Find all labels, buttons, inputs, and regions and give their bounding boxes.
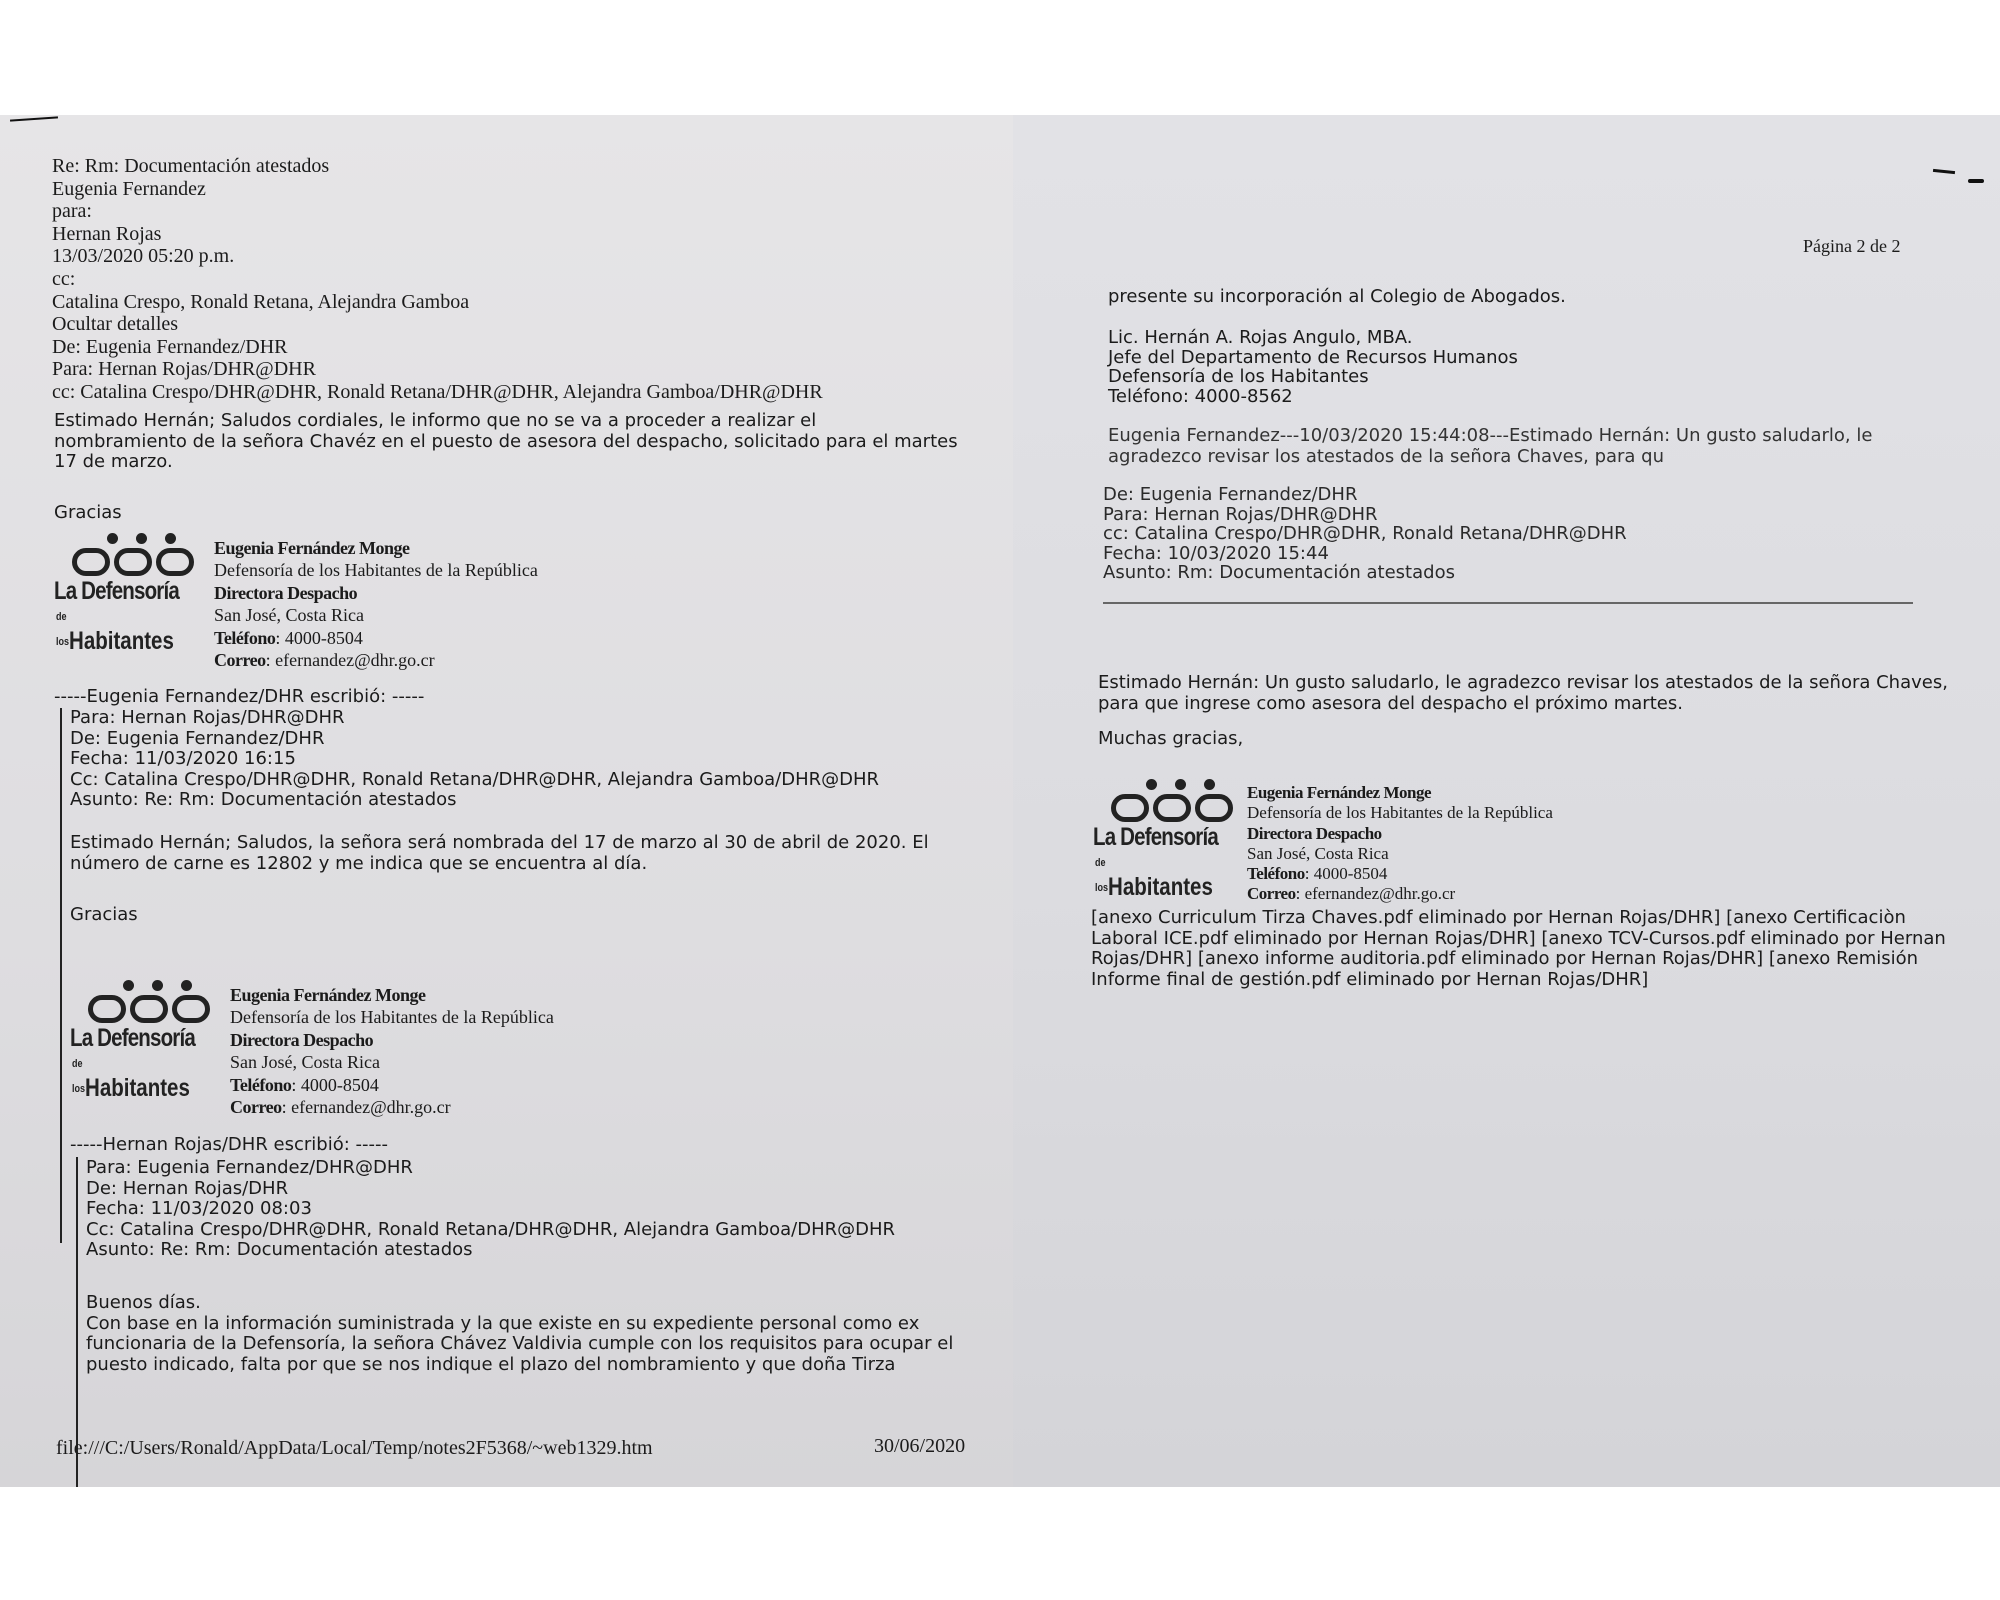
cc-detail-line: cc: Catalina Crespo/DHR@DHR, Ronald Retana/DHR@DHR, Alejandra Gamboa/DHR@DHR <box>52 380 823 403</box>
signature-phone-label: Teléfono <box>230 1074 292 1095</box>
email-signature <box>54 523 614 683</box>
attachment-line: [anexo Curriculum Tirza Chaves.pdf eliminado por Hernan Rojas/DHR] [anexo Certificaciòn <box>1091 907 1906 928</box>
signature-role: Directora Despacho <box>1247 823 1382 843</box>
sender-line: Eugenia Fernandez <box>52 177 206 200</box>
cc-label: cc: <box>52 267 76 290</box>
quote-body-line: funcionaria de la Defensoría, la señora Chávez Valdivia cumple con los requisitos para ocupar el <box>86 1333 954 1354</box>
closing-text: Muchas gracias, <box>1098 728 1244 749</box>
quote-meta <box>70 708 879 811</box>
email-body <box>54 411 958 473</box>
logo-dots-icon <box>68 533 214 544</box>
quote-body <box>70 833 929 874</box>
meta-to: Para: Hernan Rojas/DHR@DHR <box>1103 503 1378 525</box>
logo-word-de-los: de los <box>1095 857 1109 894</box>
footer-date: 30/06/2020 <box>874 1435 966 1457</box>
signature-city: San José, Costa Rica <box>1247 843 1389 863</box>
body-line: nombramiento de la señora Chavéz en el puesto de asesora del despacho, solicitado para el martes <box>54 430 958 452</box>
logo-figures-icon <box>72 548 194 576</box>
signature-text <box>230 984 554 1118</box>
signature-role: Directora Despacho <box>230 1029 374 1050</box>
paper-edge-mark <box>10 116 58 121</box>
quote-header: -----Eugenia Fernandez/DHR escribió: ----- <box>54 686 425 707</box>
quote-bar <box>60 708 62 1243</box>
meta-subject: Asunto: Rm: Documentación atestados <box>1103 562 1455 583</box>
attachment-line: Rojas/DHR] [anexo informe auditoria.pdf eliminado por Hernan Rojas/DHR] [anexo Remisión <box>1091 948 1919 969</box>
signature-email: : efernandez@dhr.go.cr <box>281 1097 451 1118</box>
sender-title: Jefe del Departamento de Recursos Humanos <box>1108 346 1518 368</box>
preview-line: Eugenia Fernandez---10/03/2020 15:44:08---Estimado Hernán: Un gusto saludarlo, le <box>1108 425 1873 446</box>
attachment-line: Informe final de gestión.pdf eliminado por Hernan Rojas/DHR] <box>1091 968 1649 990</box>
body-line: 17 de marzo. <box>54 451 173 472</box>
email-signature <box>1093 769 1653 929</box>
logo-figures-icon <box>1111 794 1233 822</box>
quote-meta <box>86 1158 895 1261</box>
quote-cc: Cc: Catalina Crespo/DHR@DHR, Ronald Retana/DHR@DHR, Alejandra Gamboa/DHR@DHR <box>70 768 880 790</box>
message-preview <box>1108 426 1872 467</box>
logo-dots-icon <box>1107 779 1253 790</box>
quote-body-line: número de carne es 12802 y me indica que se encuentra al día. <box>70 852 648 874</box>
signature-email-label: Correo <box>1247 884 1296 904</box>
logo-word-de-los: de los <box>72 1058 86 1095</box>
attachment-line: Laboral ICE.pdf eliminado por Hernan Rojas/DHR] [anexo TCV-Cursos.pdf eliminado por Hernan <box>1091 927 1946 949</box>
body-line: Estimado Hernán; Saludos cordiales, le informo que no se va a proceder a realizar el <box>54 410 817 431</box>
signature-email: : efernandez@dhr.go.cr <box>265 650 435 671</box>
signature-email-label: Correo <box>230 1097 282 1118</box>
quote-body-line: Estimado Hernán; Saludos, la señora será nombrada del 17 de marzo al 30 de abril de 2020. El <box>70 832 929 853</box>
logo-word-la-defensoria: La Defensoría <box>1093 823 1218 851</box>
body-line: para que ingrese como asesora del despacho el próximo martes. <box>1098 692 1683 714</box>
quote-from: De: Hernan Rojas/DHR <box>86 1177 289 1199</box>
defensoria-logo <box>1093 779 1253 900</box>
logo-word-habitantes-text: Habitantes <box>69 627 174 655</box>
logo-dots-icon <box>84 980 230 991</box>
defensoria-logo <box>70 980 230 1101</box>
quote-date: Fecha: 11/03/2020 08:03 <box>86 1198 312 1219</box>
date-line: 13/03/2020 05:20 p.m. <box>52 245 235 268</box>
signature-phone-label: Teléfono <box>214 627 276 648</box>
logo-figures-icon <box>88 995 210 1023</box>
signature-org: Defensoría de los Habitantes de la República <box>230 1007 554 1028</box>
body-line: Estimado Hernán: Un gusto saludarlo, le agradezco revisar los atestados de la señora Chaves, <box>1098 672 1948 693</box>
document-page-2 <box>1013 115 2000 1487</box>
continuation-text: presente su incorporación al Colegio de Abogados. <box>1108 286 1566 307</box>
from-detail-line: De: Eugenia Fernandez/DHR <box>52 335 288 358</box>
quote-from: De: Eugenia Fernandez/DHR <box>70 727 325 749</box>
logo-word-habitantes <box>1095 850 1225 900</box>
to-label: para: <box>52 200 92 223</box>
signature-org: Defensoría de los Habitantes de la República <box>214 560 538 581</box>
signature-name: Eugenia Fernández Monge <box>214 538 410 558</box>
hide-details-link: Ocultar detalles <box>52 313 179 336</box>
meta-from: De: Eugenia Fernandez/DHR <box>1103 484 1358 505</box>
message-meta <box>1103 485 1627 583</box>
signature-email: : efernandez@dhr.go.cr <box>1295 884 1456 904</box>
cc-names-line: Catalina Crespo, Ronald Retana, Alejandra Gamboa <box>52 290 470 313</box>
closing-text: Gracias <box>54 502 122 523</box>
subject-line: Re: Rm: Documentación atestados <box>52 155 330 177</box>
signature-city: San José, Costa Rica <box>230 1052 380 1073</box>
signature-email-label: Correo <box>214 650 266 671</box>
quote-closing: Gracias <box>70 904 138 925</box>
sender-name: Lic. Hernán A. Rojas Angulo, MBA. <box>1108 327 1413 348</box>
logo-word-la-defensoria: La Defensoría <box>70 1024 195 1052</box>
signature-text <box>214 537 538 671</box>
signature-city: San José, Costa Rica <box>214 605 364 626</box>
signature-phone: : 4000-8504 <box>1304 864 1388 884</box>
quote-subject: Asunto: Re: Rm: Documentación atestados <box>86 1239 473 1260</box>
signature-text <box>1247 783 1553 905</box>
signature-role: Directora Despacho <box>214 582 358 603</box>
attachments-removed <box>1091 908 1946 990</box>
signature-phone-label: Teléfono <box>1247 864 1305 884</box>
signature-name: Eugenia Fernández Monge <box>1247 783 1431 802</box>
quote-header: -----Hernan Rojas/DHR escribió: ----- <box>70 1134 388 1155</box>
logo-word-habitantes <box>56 604 186 654</box>
signature-phone: : 4000-8504 <box>275 627 363 648</box>
document-page-1 <box>0 115 1013 1487</box>
email-signature <box>70 970 630 1130</box>
logo-word-de-los: de los <box>56 611 70 648</box>
email-header <box>52 155 823 404</box>
meta-cc: cc: Catalina Crespo/DHR@DHR, Ronald Retana/DHR@DHR <box>1103 523 1627 544</box>
sender-signature-block <box>1108 328 1518 406</box>
quote-date: Fecha: 11/03/2020 16:15 <box>70 748 296 769</box>
signature-name: Eugenia Fernández Monge <box>230 985 426 1005</box>
signature-phone: : 4000-8504 <box>291 1074 379 1095</box>
signature-org: Defensoría de los Habitantes de la República <box>1247 803 1553 823</box>
logo-word-habitantes-text: Habitantes <box>85 1074 190 1102</box>
message-body <box>1098 673 1948 714</box>
to-detail-line: Para: Hernan Rojas/DHR@DHR <box>52 358 316 381</box>
meta-date: Fecha: 10/03/2020 15:44 <box>1103 542 1329 564</box>
logo-word-la-defensoria: La Defensoría <box>54 577 179 605</box>
quote-cc: Cc: Catalina Crespo/DHR@DHR, Ronald Retana/DHR@DHR, Alejandra Gamboa/DHR@DHR <box>86 1218 896 1240</box>
logo-word-habitantes-text: Habitantes <box>1108 873 1213 901</box>
sender-org: Defensoría de los Habitantes <box>1108 366 1369 387</box>
separator-line <box>1103 602 1913 604</box>
footer-file-path: file:///C:/Users/Ronald/AppData/Local/Temp/notes2F5368/~web1329.htm <box>56 1437 653 1459</box>
defensoria-logo <box>54 533 214 654</box>
quote-body-line: puesto indicado, falta por que se nos indique el plazo del nombramiento y que doña Tirza <box>86 1353 896 1375</box>
quote-to: Para: Eugenia Fernandez/DHR@DHR <box>86 1157 413 1178</box>
sender-phone: Teléfono: 4000-8562 <box>1108 385 1293 407</box>
quote-body-line: Buenos días. <box>86 1292 201 1313</box>
paper-edge-mark <box>1968 179 1984 183</box>
page-number: Página 2 de 2 <box>1803 236 1901 256</box>
paper-edge-mark <box>1933 169 1955 174</box>
quote-body-line: Con base en la información suministrada y la que existe en su expediente personal como ex <box>86 1312 920 1334</box>
recipient-line: Hernan Rojas <box>52 222 162 245</box>
quote-subject: Asunto: Re: Rm: Documentación atestados <box>70 789 457 810</box>
quote-body <box>86 1293 953 1375</box>
quote-to: Para: Hernan Rojas/DHR@DHR <box>70 707 345 728</box>
preview-line: agradezco revisar los atestados de la señora Chaves, para qu <box>1108 445 1665 467</box>
logo-word-habitantes <box>72 1051 202 1101</box>
